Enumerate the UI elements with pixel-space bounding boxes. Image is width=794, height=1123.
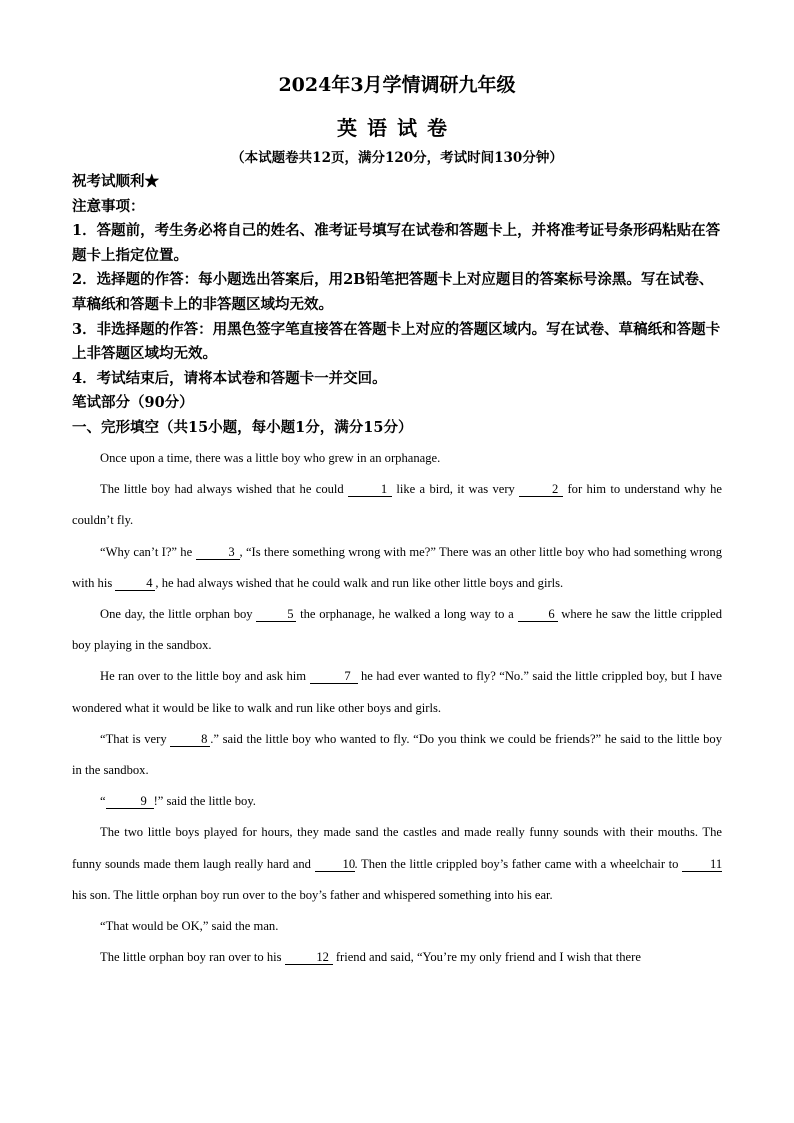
blank-2: 2 [519,482,563,497]
text-span: his son. The little orphan boy run over to the boy’s father and whispered something into his ear. [72,887,553,902]
blank-10: 10 [315,857,355,872]
passage-paragraph: “That would be OK,” said the man. [100,919,279,934]
notes-heading: 注意事项： [72,197,145,215]
subject-title: 英语试卷 [337,116,457,140]
blank-6: 6 [518,607,558,622]
text-span: , he had always wished that he could walk and run like other little boys and girls. [155,575,564,590]
passage-paragraph [72,817,722,911]
note-item: 4．考试结束后，请将本试卷和答题卡一并交回。 [72,369,387,387]
text-span: “ [100,794,106,809]
text-span: The little orphan boy ran over to his [100,950,285,965]
text-span: One day, the little orphan boy [100,607,257,622]
note-item: 3．非选择题的作答：用黑色签字笔直接答在答题卡上对应的答题区域内。写在试卷、草稿纸和答题卡上非答题区域均无效。 [72,320,721,363]
text-span: The two little boys played for hours, they made sand the castles and made really funny sounds with their mouths. The funny sounds made them laugh really hard and [72,825,722,871]
exam-info: （本试题卷共12页，满分120分，考试时间130分钟） [231,150,563,166]
good-luck-line: 祝考试顺利★ [72,173,159,190]
text-span: friend and said, “You’re my only friend and I wish that there [332,950,641,965]
blank-3: 3 [196,545,240,560]
blank-7: 7 [310,669,358,684]
passage-paragraph [72,599,722,661]
cloze-passage [72,443,722,973]
passage-paragraph [72,724,722,786]
text-span: He ran over to the little boy and ask him [100,669,310,684]
note-item: 1．答题前，考生务必将自己的姓名、准考证号填写在试卷和答题卡上，并将准考证号条形码粘贴在答题卡上指定位置。 [72,222,721,264]
text-span: !” said the little boy. [153,794,256,809]
blank-9: 9 [106,794,154,809]
text-span: . Then the little crippled boy’s father came with a wheelchair to [354,856,682,871]
section-heading: 一、完形填空（共15小题，每小题1分，满分15分） [72,418,413,436]
blank-11: 11 [682,857,722,872]
text-span: The little boy had always wished that he could [100,482,349,497]
exam-title: 2024年3月学情调研九年级 [278,74,516,96]
blank-4: 4 [115,576,155,591]
passage-paragraph [72,661,722,723]
text-span: where he saw the little crippled boy playing in the sandbox. [72,607,722,653]
passage-paragraph: Once upon a time, there was a little boy who grew in an orphanage. [100,451,441,465]
blank-8: 8 [170,732,210,747]
note-item: 2．选择题的作答：每小题选出答案后，用2B铅笔把答题卡上对应题目的答案标号涂黑。写在试卷、草稿纸和答题卡上的非答题区域均无效。 [72,271,714,313]
blank-12: 12 [285,950,333,965]
passage-paragraph [72,537,722,599]
instructions [72,170,724,441]
text-span: “Why can’t I?” he [100,544,196,559]
passage-paragraph [72,942,722,973]
text-span: , “Is there something wrong with me?” There was an other little boy who had something wrong with his [72,544,722,590]
text-span: like a bird, it was very [392,482,520,497]
text-span: .” said the little boy who wanted to fly. “Do you think we could be friends?” he said to the little boy in the sandbox. [72,731,723,778]
text-span: for him to understand why he couldn’t fly. [72,482,722,528]
written-part-heading: 笔试部分（90分） [72,394,194,412]
passage-paragraph [72,786,722,817]
blank-1: 1 [348,482,392,497]
text-span: “That is very [100,731,171,746]
text-span: the orphanage, he walked a long way to a [296,607,518,622]
passage-paragraph [72,474,722,536]
blank-5: 5 [256,607,296,622]
text-span: he had ever wanted to fly? “No.” said the little crippled boy, but I have wondered what it would be like to walk and run like other boys and girls. [72,669,722,715]
